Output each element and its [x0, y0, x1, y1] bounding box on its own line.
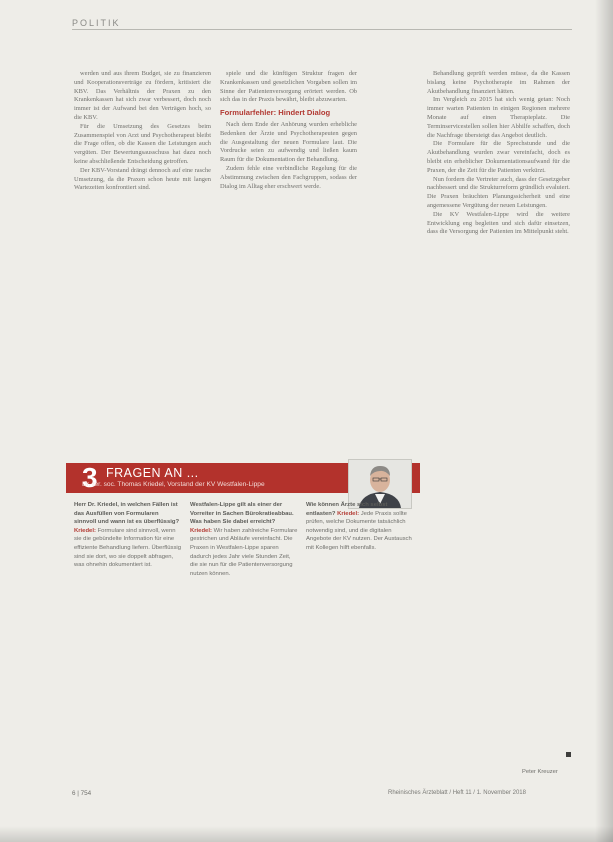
banner-title: FRAGEN AN ... — [106, 466, 199, 480]
interview-column-2 — [190, 501, 298, 743]
paragraph: Behandlung geprüft werden müsse, da die Kassen bislang keine Psychotherapie im Rahmen der Akutbehandlung finanziert hätten. — [427, 70, 570, 95]
paragraph: werden und aus ihrem Budget, sie zu finanzieren und Kooperationsverträge zu fördern, kritisiert die KBV. Das Verhältnis der Praxen zu den Krankenkassen hat sich zwar verbessert, doch noch immer ist der Aufwand bei den Verträgen hoch, so die KBV. — [74, 70, 211, 121]
answer: Jede Praxis sollte prüfen, welche Dokumente tatsächlich notwendig sind, und die digitalen Angebote der KV nutzen. Der Austausch mit Kollegen hilft ebenfalls. — [306, 510, 412, 551]
article-column-3 — [427, 70, 570, 755]
header-rule — [72, 29, 572, 30]
answer: Wir haben zahlreiche Formulare gestrichen und Abläufe vereinfacht. Die Praxen in Westfalen-Lippe sparen dadurch jedes Jahr viele Stunden Zeit, die sie nun für die Patientenversorgung nutzen können. — [190, 527, 298, 577]
question: Westfalen-Lippe gilt als einer der Vorreiter in Sachen Bürokratieabbau. Was haben Sie dabei erreicht? — [190, 502, 294, 526]
subheading: Formularfehler: Hindert Dialog — [220, 108, 331, 118]
paragraph: Die Formulare für die Sprechstunde und die Akutbehandlung wurden zwar vereinfacht, doch es bleibt ein erheblicher Dokumentationsaufwand für die Praxen, der die Zeit für die Patienten verkürzt. — [427, 140, 570, 174]
paragraph: Zudem fehle eine verbindliche Regelung für die Abstimmung zwischen den Fachgruppen, sodass der Dialog im Alltag eher erschwert werde. — [220, 164, 357, 190]
end-of-article-mark — [566, 752, 571, 757]
question: Herr Dr. Kriedel, in welchen Fällen ist das Ausfüllen von Formularen sinnvoll und wann ist es überflüssig? — [74, 502, 180, 526]
publication-line: Rheinisches Ärzteblatt / Heft 11 / 1. November 2018 — [388, 790, 526, 796]
interview-column-1 — [74, 501, 182, 743]
article-column-1 — [74, 70, 211, 462]
interview-column-3 — [306, 501, 414, 743]
answer-name: Kriedel: — [74, 527, 96, 534]
question: Wie können Ärzte sich selbst entlasten? — [306, 502, 388, 517]
paragraph: Nach dem Ende der Anhörung wurden erhebliche Bedenken der Ärzte und Psychotherapeuten gegen die Ausgestaltung der neuen Formulare laut. Die Vordrucke seien zu aufwendig und ließen kaum Raum für die Dokumentation der Behandlung. — [220, 120, 357, 164]
qa-item — [306, 501, 414, 553]
banner-subtitle: Dr. rer. soc. Thomas Kriedel, Vorstand der KV Westfalen-Lippe — [82, 481, 265, 488]
paragraph: Nun fordern die Vertreter auch, dass der Gesetzgeber nachbessert und die Strukturreform gründlich evaluiert. Die Praxen bräuchten Planungssicherheit und eine angemessene Vergütung der neuen Leistungen. — [427, 175, 570, 209]
page-number: 6 | 754 — [72, 790, 92, 797]
qa-item — [74, 501, 182, 570]
paragraph: spiele und die künftigen Struktur fragen der Krankenkassen und gesetzlichen Vorgaben sollen im Sinne der Patientenversorgung erörtert werden. Ob sich das in der Praxis bewährt, bleibt abzuwarten. — [220, 70, 357, 104]
answer: Formulare sind sinnvoll, wenn sie die gebündelte Information für eine effiziente Behandlung liefern. Überflüssig sind sie dort, wo sie doppelt abfragen, was ohnehin dokumentiert ist. — [74, 527, 181, 569]
paragraph: Der KBV-Vorstand drängt dennoch auf eine rasche Umsetzung, da die Praxen schon heute mit langen Wartezeiten konfrontiert sind. — [74, 166, 211, 192]
qa-item — [190, 501, 298, 578]
banner-number: 3 — [82, 462, 98, 493]
paragraph: Für die Umsetzung des Gesetzes beim Zusammenspiel von Arzt und Psychotherapeut bleibt die Frage offen, ob die Kassen die Leistungen auch vergüten. Der Bewertungsausschuss hat dazu noch keine abschließende Entscheidung getroffen. — [74, 122, 211, 165]
answer-name: Kriedel: — [190, 527, 212, 534]
page-shadow-right — [595, 0, 613, 842]
section-header: POLITIK — [72, 18, 121, 28]
answer-name: Kriedel: — [337, 510, 360, 517]
article-column-2 — [220, 70, 357, 462]
paragraph: Die KV Westfalen-Lippe wird die weitere Entwicklung eng begleiten und sich dafür einsetzen, dass die Versorgung der Patienten im Mittelpunkt steht. — [427, 210, 570, 236]
author-credit: Peter Kreuzer — [522, 769, 558, 775]
interview-box — [66, 463, 420, 745]
page-shadow-bottom — [0, 826, 613, 842]
paragraph: Im Vergleich zu 2015 hat sich wenig getan: Noch immer warten Patienten in einigen Regionen mehrere Monate auf einen Therapieplatz. Die Terminservicestellen sollen hier Abhilfe schaffen, doch die Nachfrage übersteigt das Angebot deutlich. — [427, 96, 570, 139]
